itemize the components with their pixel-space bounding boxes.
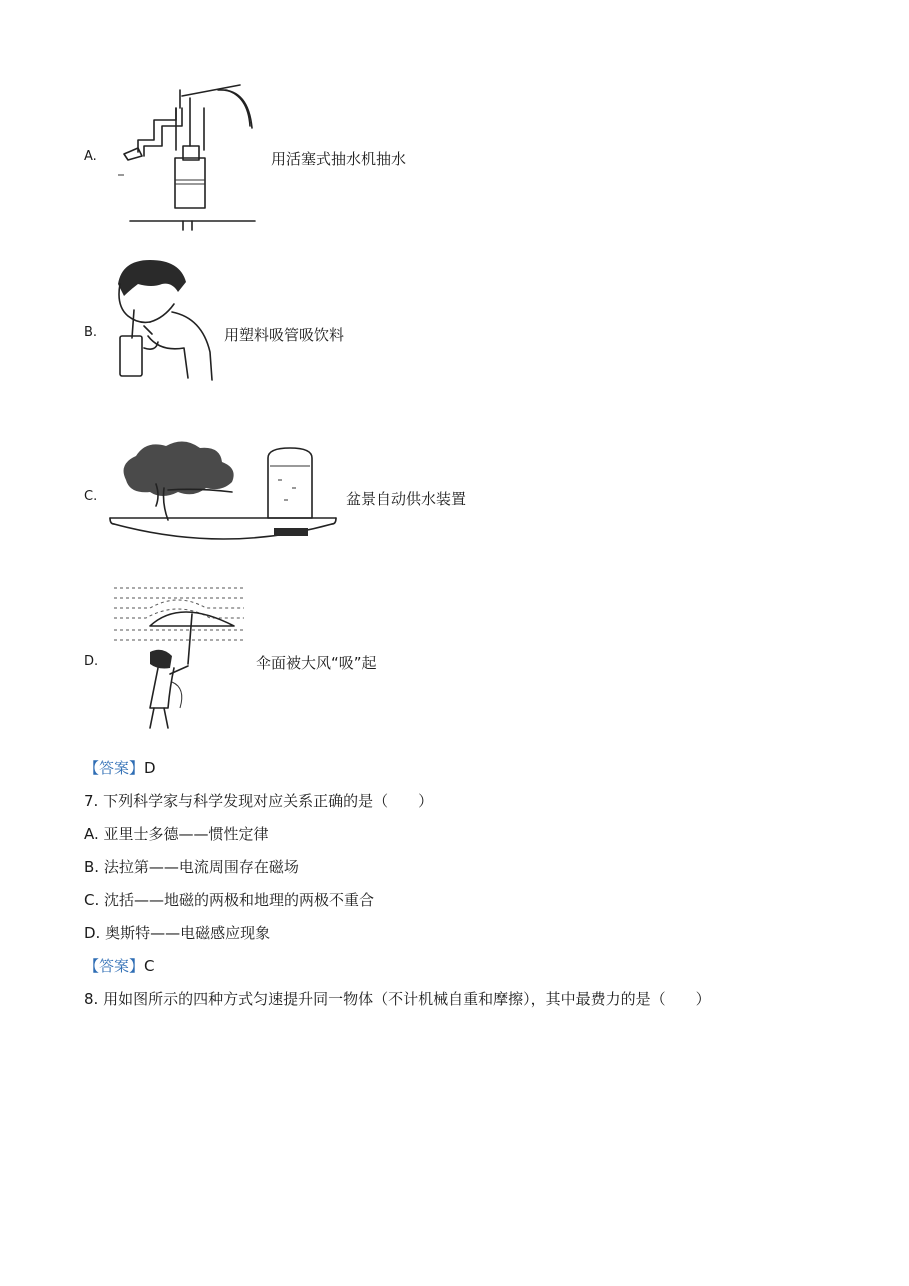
- option-b-letter: B.: [84, 325, 98, 340]
- option-a-letter: A.: [84, 149, 97, 164]
- question-7-option-c: C. 沈括——地磁的两极和地理的两极不重合: [84, 891, 375, 909]
- bonsai-water-supply-icon: [108, 440, 340, 548]
- question-8-stem: 8. 用如图所示的四种方式匀速提升同一物体（不计机械自重和摩擦），其中最费力的是（ ）: [84, 990, 711, 1008]
- answer-value: D: [144, 759, 156, 777]
- question-7-option-a: A. 亚里士多德——惯性定律: [84, 825, 269, 843]
- answer-value: C: [144, 957, 155, 975]
- answer-label: 【答案】: [84, 759, 145, 777]
- option-b-caption: 用塑料吸管吸饮料: [224, 326, 345, 344]
- option-c-caption: 盆景自动供水装置: [346, 490, 467, 508]
- option-c-letter: C.: [84, 489, 98, 504]
- option-d-letter: D.: [84, 654, 99, 669]
- question-7-stem: 7. 下列科学家与科学发现对应关系正确的是（ ）: [84, 792, 434, 810]
- question-7-option-b: B. 法拉第——电流周围存在磁场: [84, 858, 299, 876]
- piston-pump-icon: [110, 80, 260, 230]
- answer-label: 【答案】: [84, 957, 145, 975]
- answer-line: [84, 757, 156, 778]
- drinking-straw-icon: [108, 256, 216, 384]
- option-a-caption: 用活塞式抽水机抽水: [271, 150, 407, 168]
- answer-line: [84, 955, 155, 976]
- umbrella-wind-icon: [110, 584, 248, 734]
- question-7-option-d: D. 奥斯特——电磁感应现象: [84, 924, 271, 942]
- option-d-caption: 伞面被大风“吸”起: [256, 654, 377, 672]
